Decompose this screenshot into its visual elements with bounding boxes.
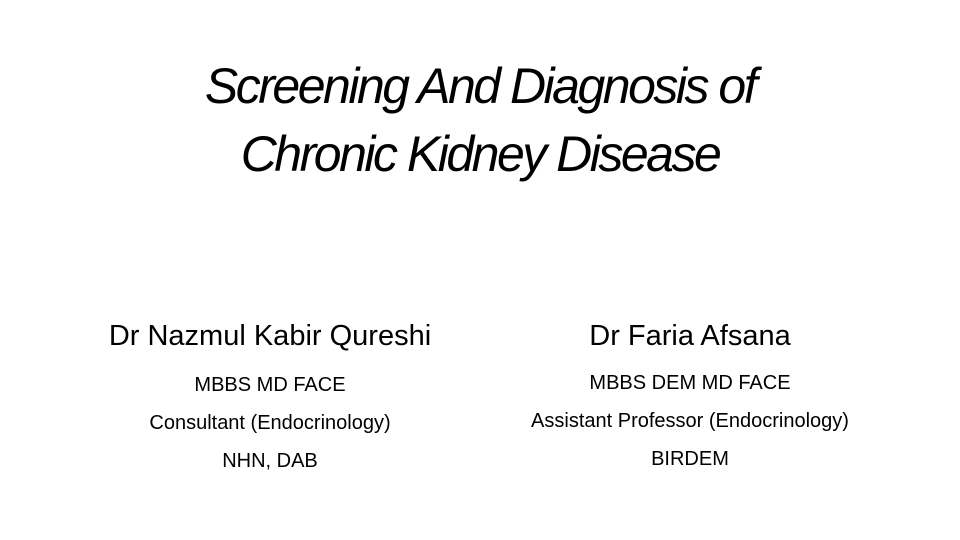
author-institution: BIRDEM	[651, 448, 729, 470]
author-name: Dr Nazmul Kabir Qureshi	[108, 320, 432, 352]
title-line-1: Screening And Diagnosis of	[204, 58, 756, 114]
title-line-2: Chronic Kidney Disease	[240, 126, 720, 182]
author-institution: NHN, DAB	[222, 450, 318, 472]
author-credentials	[40, 366, 500, 480]
slide-title	[0, 52, 960, 188]
author-block-left	[40, 316, 500, 480]
author-degrees: MBBS DEM MD FACE	[589, 372, 791, 394]
author-position: Consultant (Endocrinology)	[149, 412, 391, 434]
author-degrees: MBBS MD FACE	[194, 374, 346, 396]
author-position: Assistant Professor (Endocrinology)	[531, 410, 849, 432]
author-block-right	[460, 316, 920, 478]
author-name: Dr Faria Afsana	[589, 320, 791, 352]
author-credentials	[460, 364, 920, 478]
